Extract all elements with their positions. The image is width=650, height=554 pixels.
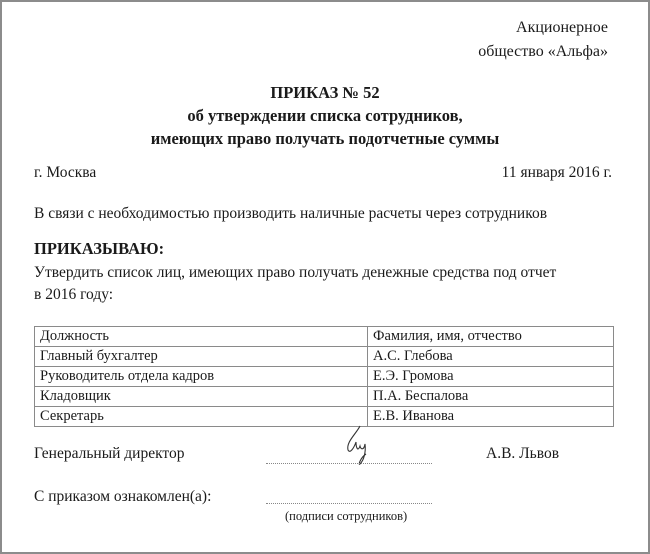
cell-full-name: Е.Э. Громова: [368, 367, 614, 387]
table-row: [35, 367, 614, 387]
signatory-name: А.В. Львов: [486, 445, 560, 462]
director-signature-line: [266, 463, 432, 464]
header-full-name: Фамилия, имя, отчество: [368, 327, 614, 347]
order-text-line-1: Утвердить список лиц, имеющих право получать денежные средства под отчет: [34, 264, 557, 281]
cell-full-name: А.С. Глебова: [368, 347, 614, 367]
document-title: ПРИКАЗ № 52: [270, 83, 380, 102]
cell-position: Руководитель отдела кадров: [35, 367, 368, 387]
cell-full-name: П.А. Беспалова: [368, 387, 614, 407]
employees-table: [34, 326, 614, 427]
preamble: В связи с необходимостью производить наличные расчеты через сотрудников: [34, 205, 548, 222]
cell-full-name: Е.В. Иванова: [368, 407, 614, 427]
header-position: Должность: [35, 327, 368, 347]
table-row: [35, 387, 614, 407]
employees-signature-line: [266, 503, 432, 504]
table-row: [35, 347, 614, 367]
signature-icon: [338, 424, 378, 468]
signature-note: (подписи сотрудников): [285, 509, 408, 523]
signatory-position: Генеральный директор: [34, 445, 185, 462]
cell-position: Кладовщик: [35, 387, 368, 407]
document-subtitle-line-1: об утверждении списка сотрудников,: [187, 106, 463, 125]
order-text-line-2: в 2016 году:: [34, 286, 114, 303]
cell-position: Главный бухгалтер: [35, 347, 368, 367]
date: 11 января 2016 г.: [501, 164, 612, 181]
acknowledgement-label: С приказом ознакомлен(а):: [34, 488, 212, 505]
organization-line-1: Акционерное: [516, 19, 608, 36]
table-header-row: [35, 327, 614, 347]
order-heading: ПРИКАЗЫВАЮ:: [34, 239, 165, 258]
document-subtitle-line-2: имеющих право получать подотчетные суммы: [150, 129, 500, 148]
table-row: [35, 407, 614, 427]
organization-line-2: общество «Альфа»: [478, 43, 608, 60]
cell-position: Секретарь: [35, 407, 368, 427]
place: г. Москва: [34, 164, 97, 181]
